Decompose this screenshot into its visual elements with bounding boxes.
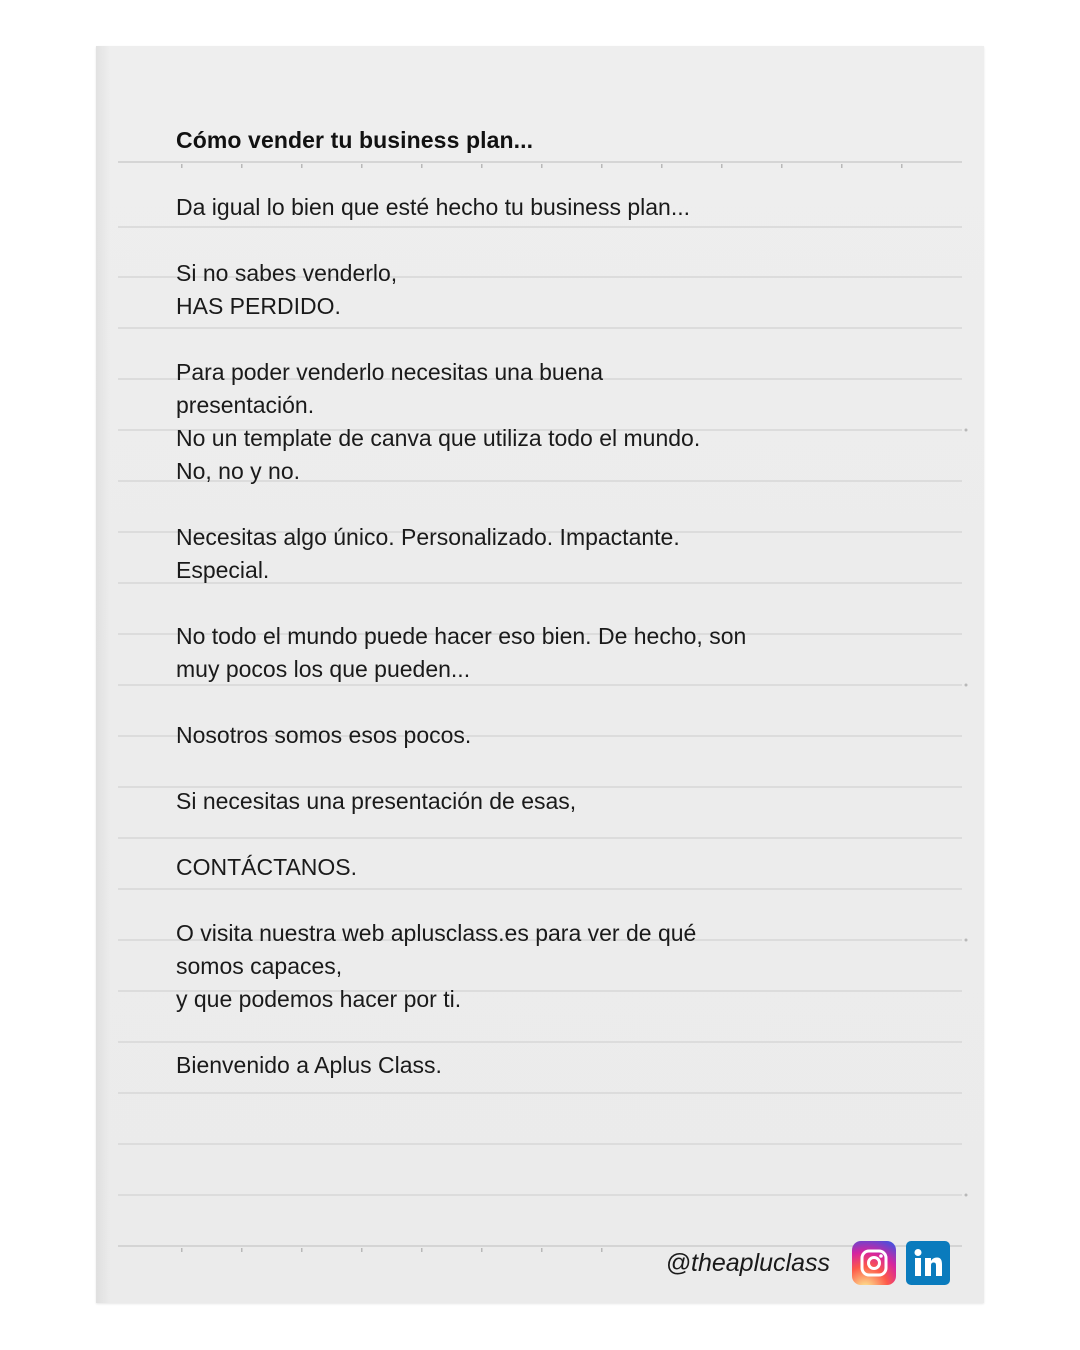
text-line: Si no sabes venderlo, xyxy=(176,260,398,286)
blank-line xyxy=(176,752,896,785)
text-line: Bienvenido a Aplus Class. xyxy=(176,1052,442,1078)
blank-line xyxy=(176,818,896,851)
blank-line xyxy=(176,587,896,620)
text-line: CONTÁCTANOS. xyxy=(176,854,358,880)
footer xyxy=(666,1241,950,1285)
text-line: Especial. xyxy=(176,557,270,583)
text-line: y que podemos hacer por ti. xyxy=(176,986,462,1012)
text-line: No todo el mundo puede hacer eso bien. De hecho, son xyxy=(176,623,747,649)
text-line: Para poder venderlo necesitas una buena xyxy=(176,359,604,385)
blank-line xyxy=(176,488,896,521)
text-line: Si necesitas una presentación de esas, xyxy=(176,788,577,814)
text-line: No, no y no. xyxy=(176,458,301,484)
blank-line xyxy=(176,686,896,719)
text-line: somos capaces, xyxy=(176,953,343,979)
blank-line xyxy=(176,1016,896,1049)
text-line: muy pocos los que pueden... xyxy=(176,656,471,682)
text-line: Necesitas algo único. Personalizado. Impactante. xyxy=(176,524,680,550)
letter-body xyxy=(176,191,896,1082)
page-title: Cómo vender tu business plan... xyxy=(176,127,534,153)
text-line: No un template de canva que utiliza todo el mundo. xyxy=(176,425,701,451)
linkedin-icon[interactable] xyxy=(906,1241,950,1285)
blank-line xyxy=(176,323,896,356)
text-line: HAS PERDIDO. xyxy=(176,293,341,319)
text-line: O visita nuestra web aplusclass.es para ver de qué xyxy=(176,920,697,946)
blank-line xyxy=(176,224,896,257)
text-line: presentación. xyxy=(176,392,315,418)
social-handle: @theapluclass xyxy=(665,1248,830,1277)
text-line: Da igual lo bien que esté hecho tu business plan... xyxy=(176,194,691,220)
instagram-icon[interactable] xyxy=(852,1241,896,1285)
text-line: Nosotros somos esos pocos. xyxy=(176,722,472,748)
blank-line xyxy=(176,884,896,917)
